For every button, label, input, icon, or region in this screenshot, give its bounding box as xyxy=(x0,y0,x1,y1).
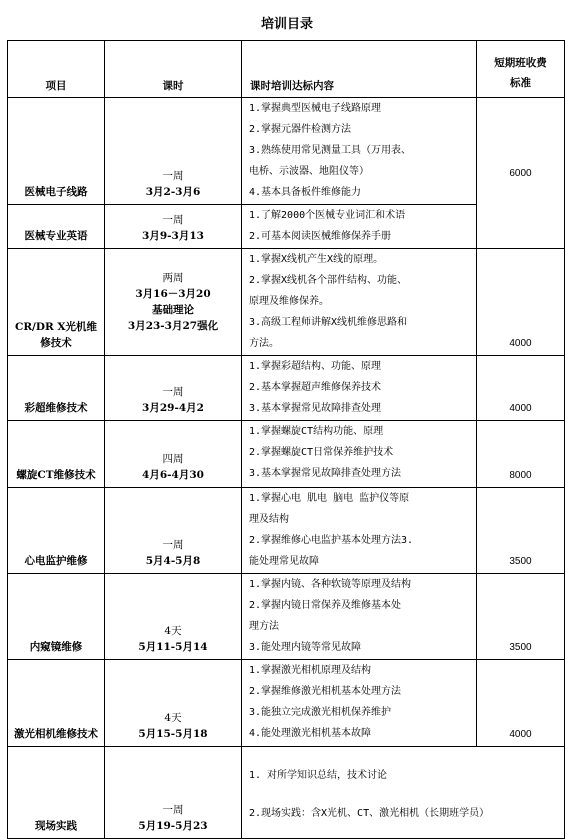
row-hours: 一周 3月2-3月6 xyxy=(105,98,242,205)
row-hours: 一周 3月9-3月13 xyxy=(105,205,242,249)
row-content: 1. 对所学知识总结，技术讨论 2.现场实践：含X光机、CT、激光相机（长期班学员） xyxy=(242,747,565,839)
row-item: 医械电子线路 xyxy=(8,98,105,205)
row-item: 医械专业英语 xyxy=(8,205,105,249)
training-catalog-table xyxy=(7,40,565,839)
row-hours: 一周 5月19-5月23 xyxy=(105,747,242,839)
header-row xyxy=(8,41,565,98)
row-content: 1.掌握心电 肌电 脑电 监护仪等原 理及结构 2.掌握维修心电监护基本处理方法3. 能处理常见故障 xyxy=(242,488,477,574)
row-hours: 两周 3月16－3月20 基础理论 3月23-3月27强化 xyxy=(105,249,242,356)
row-item: 内窥镜维修 xyxy=(8,574,105,660)
row-content: 1.掌握彩超结构、功能、原理 2.基本掌握超声维修保养技术 3.基本掌握常见故障排查处理 xyxy=(242,356,477,421)
table-row xyxy=(8,574,565,660)
row-hours: 一周 3月29-4月2 xyxy=(105,356,242,421)
row-fee: 3500 xyxy=(477,574,565,660)
row-fee: 4000 xyxy=(477,249,565,356)
row-item: 激光相机维修技术 xyxy=(8,660,105,747)
header-hours: 课时 xyxy=(105,41,242,98)
row-content: 1.掌握X线机产生X线的原理。 2.掌握X线机各个部件结构、功能、 原理及维修保养。 3.高级工程师讲解X线机维修思路和 方法。 xyxy=(242,249,477,356)
row-item: 彩超维修技术 xyxy=(8,356,105,421)
row-item: CR/DR X光机维修技术 xyxy=(8,249,105,356)
row-content: 1.了解2000个医械专业词汇和术语 2.可基本阅读医械维修保养手册 xyxy=(242,205,477,249)
table-row xyxy=(8,98,565,205)
table-row xyxy=(8,356,565,421)
page-title: 培训目录 xyxy=(260,17,313,32)
row-fee: 6000 xyxy=(477,98,565,249)
row-fee: 4000 xyxy=(477,356,565,421)
row-fee: 8000 xyxy=(477,421,565,488)
row-content: 1.掌握内镜、各种软镜等原理及结构 2.掌握内镜日常保养及维修基本处 理方法 3.能处理内镜等常见故障 xyxy=(242,574,477,660)
row-item: 现场实践 xyxy=(8,747,105,839)
table-row xyxy=(8,747,565,839)
row-hours: 一周 5月4-5月8 xyxy=(105,488,242,574)
table-row xyxy=(8,660,565,747)
header-item: 项目 xyxy=(8,41,105,98)
row-item: 心电监护维修 xyxy=(8,488,105,574)
table-row xyxy=(8,488,565,574)
row-hours: 4天 5月11-5月14 xyxy=(105,574,242,660)
table-row xyxy=(8,421,565,488)
header-fee: 短期班收费 标准 xyxy=(477,41,565,98)
row-content: 1.掌握激光相机原理及结构 2.掌握维修激光相机基本处理方法 3.能独立完成激光相机保养维护 4.能处理激光相机基本故障 xyxy=(242,660,477,747)
row-hours: 四周 4月6-4月30 xyxy=(105,421,242,488)
row-hours: 4天 5月15-5月18 xyxy=(105,660,242,747)
row-fee: 4000 xyxy=(477,660,565,747)
row-fee: 3500 xyxy=(477,488,565,574)
row-item: 螺旋CT维修技术 xyxy=(8,421,105,488)
header-content: 课时培训达标内容 xyxy=(242,41,477,98)
row-content: 1.掌握典型医械电子线路原理 2.掌握元器件检测方法 3.熟练使用常见测量工具（万用表、 电桥、示波器、地阻仪等） 4.基本具备板件维修能力 xyxy=(242,98,477,205)
row-content: 1.掌握螺旋CT结构功能、原理 2.掌握螺旋CT日常保养维护技术 3.基本掌握常见故障排查处理方法 xyxy=(242,421,477,488)
table-row xyxy=(8,249,565,356)
